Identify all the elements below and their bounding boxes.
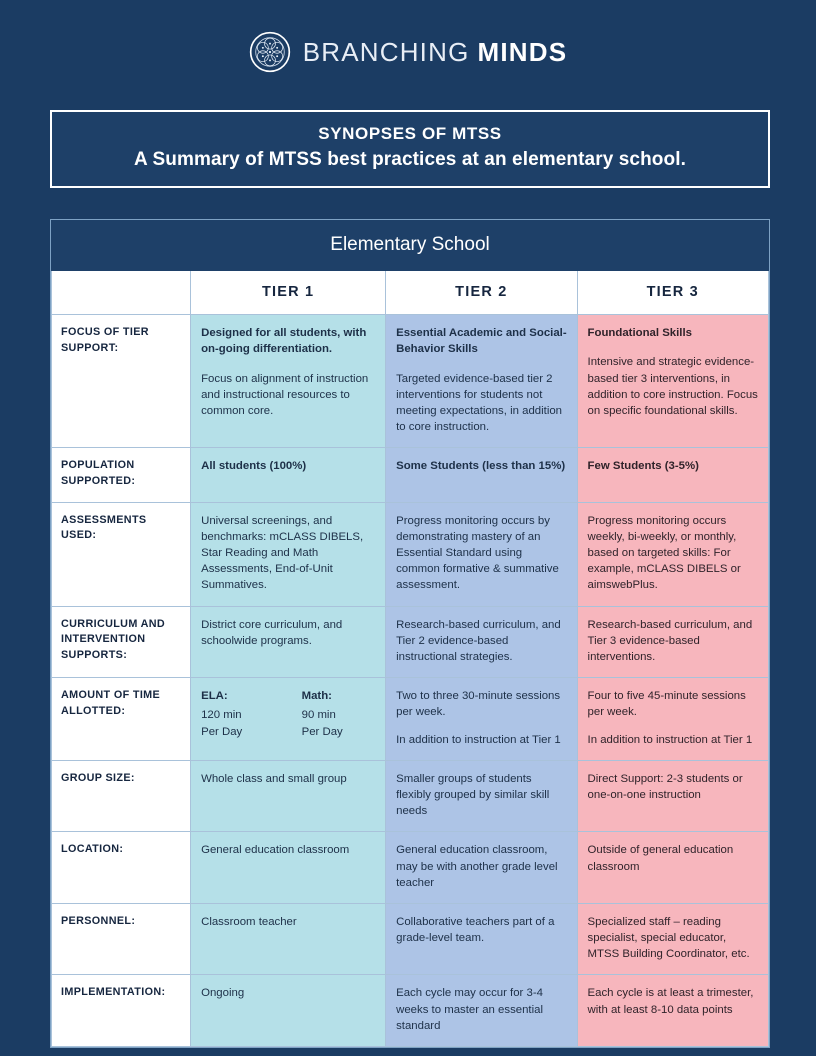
cell-implementation-tier2 <box>386 975 577 1047</box>
cell-time-tier2 <box>386 678 577 761</box>
cell-body: Each cycle may occur for 3-4 weeks to master an essential standard <box>396 987 543 1032</box>
cell-body: Four to five 45-minute sessions per week. <box>587 690 746 719</box>
brand-word-minds: MINDS <box>477 36 568 67</box>
cell-personnel-tier3 <box>577 903 768 975</box>
cell-spacer <box>201 360 376 371</box>
table-row <box>52 760 769 832</box>
cell-body-secondary: In addition to instruction at Tier 1 <box>587 733 753 746</box>
cell-body: Specialized staff – reading specialist, special educator, MTSS Building Coordinator, etc. <box>587 915 750 961</box>
cell-population-tier3 <box>577 448 768 502</box>
table-row <box>52 975 769 1047</box>
branching-minds-circular-emblem-icon <box>249 31 291 73</box>
cell-body: Progress monitoring occurs weekly, bi-weekly, or monthly, based on targeted skills: For example, mCLASS DIBELS or aimswebPlus. <box>587 514 741 592</box>
cell-heading: Few Students (3-5%) <box>587 460 699 473</box>
row-label-implementation: IMPLEMENTATION: <box>52 975 191 1047</box>
cell-body: Research-based curriculum, and Tier 2 evidence-based instructional strategies. <box>396 618 561 663</box>
cell-time-tier3 <box>577 678 768 761</box>
cell-curriculum-tier2 <box>386 606 577 678</box>
cell-heading: Essential Academic and Social-Behavior Skills <box>396 327 567 356</box>
table-row <box>52 502 769 606</box>
school-banner: Elementary School <box>52 221 769 271</box>
cell-body: General education classroom <box>201 844 350 857</box>
header-tier-1: TIER 1 <box>191 271 386 315</box>
cell-body: Direct Support: 2-3 students or one-on-one instruction <box>587 772 743 801</box>
cell-body: District core curriculum, and schoolwide programs. <box>201 618 343 647</box>
table-header-row <box>52 271 769 315</box>
row-label-group-size: GROUP SIZE: <box>52 760 191 832</box>
cell-heading: Foundational Skills <box>587 327 692 340</box>
cell-body: Intensive and strategic evidence-based tier 3 interventions, in addition to core instruction. Focus on specific foundational skills. <box>587 356 758 418</box>
cell-body: Progress monitoring occurs by demonstrating mastery of an Essential Standard using common formative & summative assessment. <box>396 514 559 592</box>
synopsis-table-container <box>50 219 770 1048</box>
row-label-amount-of-time-allotted: AMOUNT OF TIME ALLOTTED: <box>52 678 191 761</box>
ela-frequency: Per Day <box>201 725 243 738</box>
cell-spacer <box>588 721 759 732</box>
header-tier-3: TIER 3 <box>577 271 768 315</box>
table-banner-row <box>52 221 769 271</box>
row-label-assessments-used: ASSESSMENTS USED: <box>52 502 191 606</box>
cell-body: Ongoing <box>201 987 245 1000</box>
table-row <box>52 832 769 904</box>
cell-body: Collaborative teachers part of a grade-level team. <box>396 915 555 945</box>
cell-time-tier1 <box>191 678 386 761</box>
table-row <box>52 315 769 448</box>
cell-body: Focus on alignment of instruction and instructional resources to common core. <box>201 372 369 418</box>
ela-label: ELA: <box>201 690 228 703</box>
cell-personnel-tier2 <box>386 903 577 975</box>
cell-spacer <box>588 343 759 354</box>
synopsis-table <box>51 220 769 1047</box>
cell-group-size-tier2 <box>386 760 577 832</box>
title-panel <box>50 110 770 188</box>
page-subtitle: A Summary of MTSS best practices at an elementary school. <box>134 148 686 170</box>
cell-population-tier1 <box>191 448 386 502</box>
table-row <box>52 448 769 502</box>
row-label-population-supported: POPULATION SUPPORTED: <box>52 448 191 502</box>
cell-location-tier3 <box>577 832 768 904</box>
cell-body: Research-based curriculum, and Tier 3 evidence-based interventions. <box>587 618 753 663</box>
row-label-personnel: PERSONNEL: <box>52 903 191 975</box>
math-block <box>302 688 377 740</box>
cell-body: Universal screenings, and benchmarks: mCLASS DIBELS, Star Reading and Math Assessments, End-of-Unit Summatives. <box>201 514 364 592</box>
cell-heading: Designed for all students, with on-going differentiation. <box>201 327 367 356</box>
table-row <box>52 903 769 975</box>
ela-block <box>201 688 276 740</box>
cell-personnel-tier1 <box>191 903 386 975</box>
cell-body-secondary: In addition to instruction at Tier 1 <box>396 733 561 746</box>
cell-location-tier2 <box>386 832 577 904</box>
cell-body: Outside of general education classroom <box>587 844 734 873</box>
cell-population-tier2 <box>386 448 577 502</box>
row-label-location: LOCATION: <box>52 832 191 904</box>
cell-body: General education classroom, may be with another grade level teacher <box>396 844 558 889</box>
header-tier-2: TIER 2 <box>386 271 577 315</box>
cell-spacer <box>396 360 567 371</box>
row-label-focus-of-tier-support: FOCUS OF TIER SUPPORT: <box>52 315 191 448</box>
cell-body: Classroom teacher <box>201 915 297 928</box>
cell-heading: All students (100%) <box>201 460 307 473</box>
brand-header <box>0 0 816 104</box>
brand-wordmark <box>303 37 568 68</box>
ela-minutes: 120 min <box>201 709 242 722</box>
cell-body: Two to three 30-minute sessions per week. <box>396 690 561 719</box>
brand-word-branching: BRANCHING <box>302 36 470 67</box>
row-label-curriculum-and-intervention-supports: CURRICULUM AND INTERVENTION SUPPORTS: <box>52 606 191 678</box>
math-label: Math: <box>301 690 332 703</box>
header-blank-cell <box>52 271 191 315</box>
cell-heading: Some Students (less than 15%) <box>396 460 566 473</box>
table-row <box>52 606 769 678</box>
cell-body: Smaller groups of students flexibly grouped by similar skill needs <box>396 772 550 818</box>
cell-group-size-tier3 <box>577 760 768 832</box>
cell-assessments-tier3 <box>577 502 768 606</box>
table-row <box>52 678 769 761</box>
page-title: SYNOPSES OF MTSS <box>318 124 502 143</box>
cell-implementation-tier1 <box>191 975 386 1047</box>
cell-focus-tier3 <box>577 315 768 448</box>
cell-body: Targeted evidence-based tier 2 interventions for students not meeting expectations, in addition to core instruction. <box>396 372 563 434</box>
math-frequency: Per Day <box>301 725 343 738</box>
cell-group-size-tier1 <box>191 760 386 832</box>
cell-location-tier1 <box>191 832 386 904</box>
cell-focus-tier2 <box>386 315 577 448</box>
cell-curriculum-tier3 <box>577 606 768 678</box>
cell-body: Each cycle is at least a trimester, with at least 8-10 data points <box>587 987 754 1016</box>
ela-math-split <box>201 688 376 740</box>
cell-spacer <box>396 721 567 732</box>
math-minutes: 90 min <box>301 709 336 722</box>
cell-curriculum-tier1 <box>191 606 386 678</box>
cell-assessments-tier2 <box>386 502 577 606</box>
cell-focus-tier1 <box>191 315 386 448</box>
cell-implementation-tier3 <box>577 975 768 1047</box>
cell-assessments-tier1 <box>191 502 386 606</box>
cell-body: Whole class and small group <box>201 772 347 785</box>
